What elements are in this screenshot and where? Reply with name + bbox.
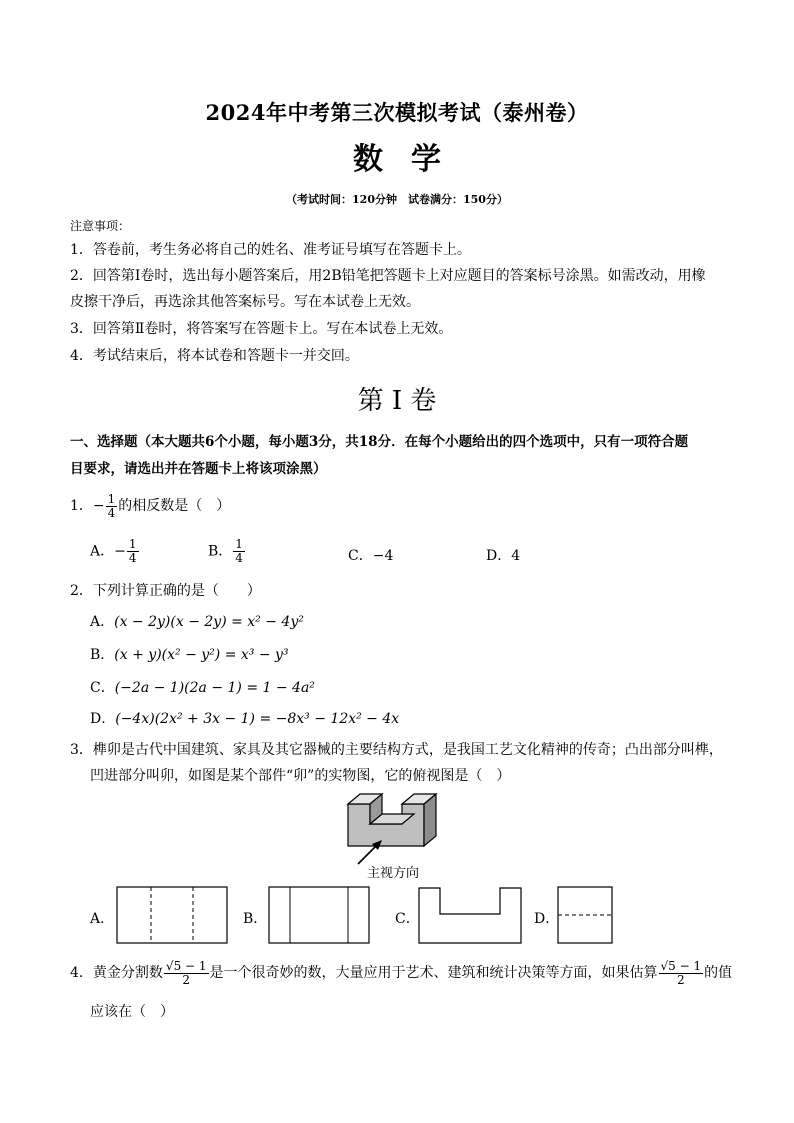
fraction: $\frac{1}{4}$ [128, 537, 137, 565]
question-2-stem: 2．下列计算正确的是（ ） [70, 583, 261, 599]
note-item: 4．考试结束后，将本试卷和答题卡一并交回。 [70, 348, 359, 364]
q1-option-a[interactable]: A．− $\frac{1}{4}$ [90, 537, 137, 565]
note-item: 1．答卷前，考生务必将自己的姓名、准考证号填写在答题卡上。 [70, 242, 471, 258]
q3-option-d-figure[interactable] [557, 886, 613, 944]
q3-option-c-figure[interactable] [418, 886, 522, 944]
note-item: 皮擦干净后，再选涂其他答案标号。写在本试卷上无效。 [70, 294, 420, 310]
question-1-stem: 1．− $\frac{1}{4}$ 的相反数是（ ） [70, 491, 231, 520]
question-3-stem-cont: 凹进部分叫卯，如图是某个部件“卯”的实物图，它的俯视图是（ ） [90, 768, 511, 784]
fraction: $\frac{1}{4}$ [235, 537, 243, 565]
q1-option-d[interactable]: D．4 [486, 548, 521, 564]
q3-option-d-label[interactable]: D． [534, 911, 560, 927]
q1-option-b[interactable]: B． $\frac{1}{4}$ [208, 537, 243, 565]
q3-option-b-figure[interactable] [268, 886, 370, 944]
subject-title: 数学 [353, 142, 469, 177]
q3-option-b-label[interactable]: B． [243, 911, 268, 927]
q2-option-c[interactable]: C．(−2a − 1)(2a − 1) = 1 − 4a² [90, 680, 315, 696]
notes-title: 注意事项： [70, 219, 131, 233]
volume-title: 第 I 卷 [357, 386, 437, 416]
q3-option-c-label[interactable]: C． [395, 911, 420, 927]
section-heading: 一、选择题（本大题共6个小题，每小题3分，共18分．在每个小题给出的四个选项中，只有一项符合题 [70, 434, 689, 450]
figure-caption: 主视方向 [367, 866, 420, 881]
exam-info: （考试时间：120分钟 试卷满分：150分） [286, 193, 508, 206]
section-heading-cont: 目要求，请选出并在答题卡上将该项涂黑） [70, 461, 327, 477]
fraction: $\frac{√5 - 1}{2}$ [165, 958, 207, 987]
q1-option-c[interactable]: C．−4 [348, 548, 394, 564]
question-4-stem: 4．黄金分割数 $\frac{√5 - 1}{2}$ 是一个很奇妙的数，大量应用于艺术、建筑和统计决策等方面，如果估算 $\frac{√5 - 1}{2}$ 的值 [70, 958, 733, 987]
q3-option-a-label[interactable]: A． [90, 911, 115, 927]
q2-option-b[interactable]: B．(x + y)(x² − y²) = x³ − y³ [90, 647, 289, 663]
note-item: 3．回答第Ⅱ卷时，将答案写在答题卡上。写在本试卷上无效。 [70, 321, 453, 337]
note-item: 2．回答第Ⅰ卷时，选出每小题答案后，用2B铅笔把答题卡上对应题目的答案标号涂黑。如需改动，用橡 [70, 268, 706, 284]
q3-option-a-figure[interactable] [116, 886, 228, 944]
question-4-stem-cont: 应该在（ ） [90, 1004, 174, 1020]
fraction: $\frac{1}{4}$ [107, 491, 116, 520]
exam-title: 2024年中考第三次模拟考试（泰州卷） [205, 100, 589, 125]
q2-option-a[interactable]: A．(x − 2y)(x − 2y) = x² − 4y² [90, 614, 304, 630]
q2-option-d[interactable]: D．(−4x)(2x² + 3x − 1) = −8x³ − 12x² − 4x [90, 711, 400, 727]
fraction: $\frac{√5 - 1}{2}$ [660, 958, 702, 987]
question-3-stem: 3．榫卯是古代中国建筑、家具及其它器械的主要结构方式，是我国工艺文化精神的传奇；凸出部分叫榫， [70, 742, 723, 758]
